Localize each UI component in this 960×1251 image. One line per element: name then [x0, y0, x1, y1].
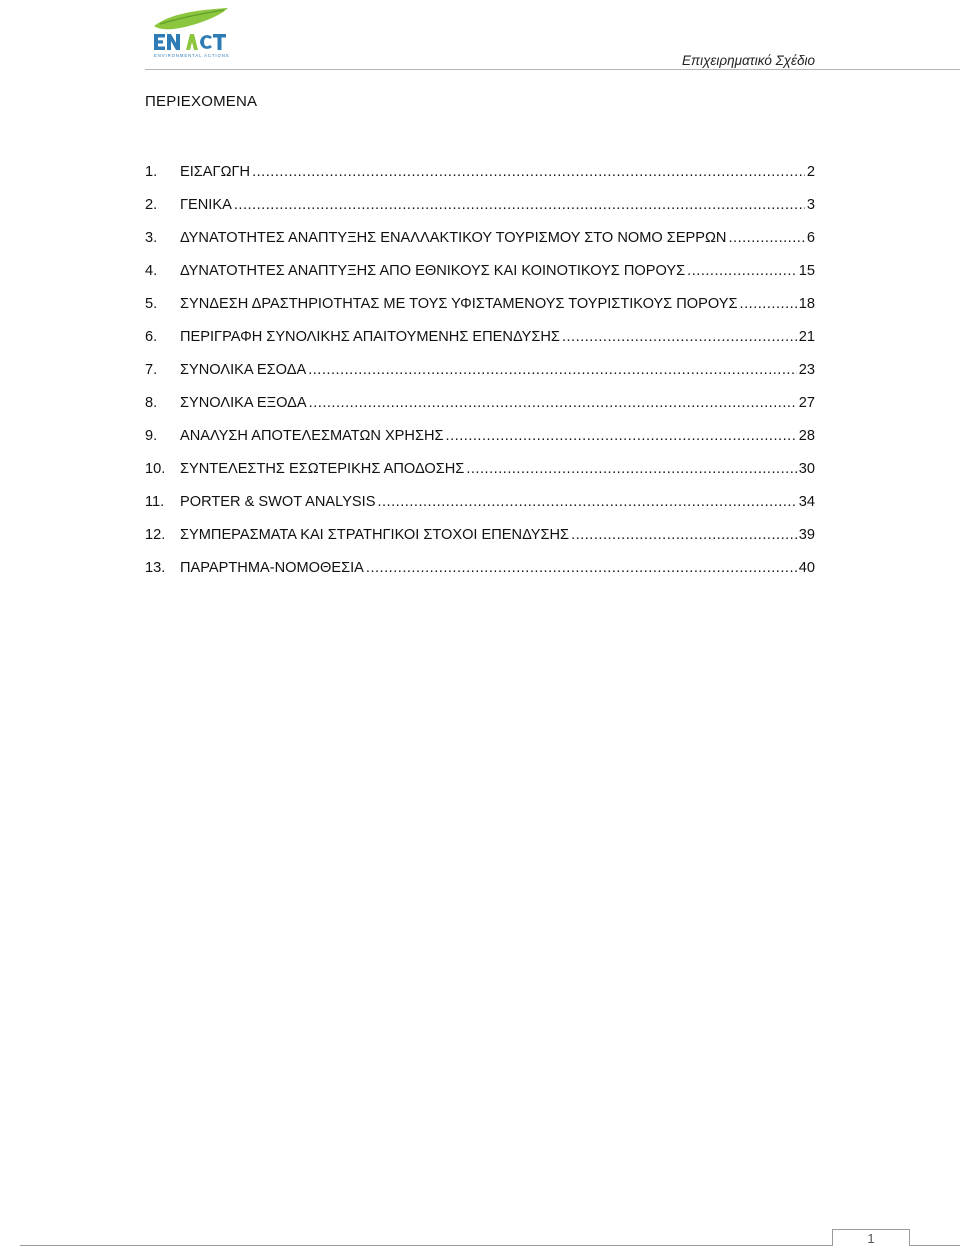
toc-entry-title: ΔΥΝΑΤΟΤΗΤΕΣ ΑΝΑΠΤΥΞΗΣ ΕΝΑΛΛΑΚΤΙΚΟΥ ΤΟΥΡΙΣΜΟΥ ΣΤΟ ΝΟΜΟ ΣΕΡΡΩΝ	[180, 230, 727, 246]
toc-entry-page: 6	[806, 230, 815, 246]
toc-entry-page: 27	[798, 395, 815, 411]
toc-entry[interactable]	[145, 395, 815, 428]
logo-tagline: ENVIRONMENTAL ACTIONS	[154, 53, 230, 58]
toc-entry-page: 28	[798, 428, 815, 444]
toc-entry-number: 5.	[145, 296, 158, 312]
toc-entry-number: 12.	[145, 527, 166, 543]
toc-entry-title: ΠΕΡΙΓΡΑΦΗ ΣΥΝΟΛΙΚΗΣ ΑΠΑΙΤΟΥΜΕΝΗΣ ΕΠΕΝΔΥΣΗΣ	[180, 329, 560, 345]
toc-entry-title: ΣΥΝΤΕΛΕΣΤΗΣ ΕΣΩΤΕΡΙΚΗΣ ΑΠΟΔΟΣΗΣ	[180, 461, 465, 477]
toc-entry-number: 9.	[145, 428, 158, 444]
toc-entry-page: 30	[798, 461, 815, 477]
toc-entry-number: 7.	[145, 362, 158, 378]
toc-entry-page: 15	[798, 263, 815, 279]
footer-divider	[20, 1245, 960, 1246]
toc-dot-leader	[687, 263, 797, 279]
toc-entry-number: 1.	[145, 164, 158, 180]
toc-dot-leader	[377, 494, 796, 510]
toc-dot-leader	[466, 461, 796, 477]
toc-dot-leader	[234, 197, 805, 213]
toc-entry[interactable]	[145, 362, 815, 395]
toc-entry[interactable]	[145, 428, 815, 461]
toc-entry-page: 39	[798, 527, 815, 543]
toc-entry[interactable]	[145, 296, 815, 329]
toc-entry[interactable]	[145, 164, 815, 197]
toc-entry-title: ΔΥΝΑΤΟΤΗΤΕΣ ΑΝΑΠΤΥΞΗΣ ΑΠΟ ΕΘΝΙΚΟΥΣ ΚΑΙ ΚΟΙΝΟΤΙΚΟΥΣ ΠΟΡΟΥΣ	[180, 263, 686, 279]
toc-dot-leader	[571, 527, 797, 543]
logo-letters	[154, 34, 226, 50]
toc-entry[interactable]	[145, 527, 815, 560]
toc-entry-title: PORTER & SWOT ANALYSIS	[180, 494, 376, 510]
enact-logo-graphic	[150, 4, 232, 60]
toc-entry-page: 40	[798, 560, 815, 576]
toc-entry-page: 23	[798, 362, 815, 378]
page-number: 1	[832, 1229, 910, 1246]
toc-entry-number: 10.	[145, 461, 166, 477]
toc-dot-leader	[562, 329, 797, 345]
toc-entry-title: ΕΙΣΑΓΩΓΗ	[180, 164, 251, 180]
toc-entry-number: 6.	[145, 329, 158, 345]
toc-entry-title: ΓΕΝΙΚΑ	[180, 197, 232, 213]
toc-entry[interactable]	[145, 494, 815, 527]
toc-entry-number: 13.	[145, 560, 166, 576]
toc-entry[interactable]	[145, 461, 815, 494]
toc-dot-leader	[728, 230, 804, 246]
toc-entry-title: ΣΥΝΟΛΙΚΑ ΕΣΟΔΑ	[180, 362, 307, 378]
toc-entry-title: ΑΝΑΛΥΣΗ ΑΠΟΤΕΛΕΣΜΑΤΩΝ ΧΡΗΣΗΣ	[180, 428, 444, 444]
toc-entry-number: 2.	[145, 197, 158, 213]
toc-entry-number: 3.	[145, 230, 158, 246]
toc-entry-page: 21	[798, 329, 815, 345]
toc-entry[interactable]	[145, 560, 815, 593]
toc-entry-title: ΣΥΜΠΕΡΑΣΜΑΤΑ ΚΑΙ ΣΤΡΑΤΗΓΙΚΟΙ ΣΤΟΧΟΙ ΕΠΕΝΔΥΣΗΣ	[180, 527, 570, 543]
toc-entry[interactable]	[145, 263, 815, 296]
toc-heading: ΠΕΡΙΕΧΟΜΕΝΑ	[145, 93, 258, 110]
toc-dot-leader	[446, 428, 797, 444]
toc-entry-page: 34	[798, 494, 815, 510]
toc-entry-title: ΠΑΡΑΡΤΗΜΑ-ΝΟΜΟΘΕΣΙΑ	[180, 560, 364, 576]
header-divider	[145, 69, 960, 70]
toc-entry-number: 4.	[145, 263, 158, 279]
toc-dot-leader	[252, 164, 805, 180]
toc-entry-number: 11.	[145, 494, 165, 510]
toc-entry-title: ΣΥΝΟΛΙΚΑ ΕΞΟΔΑ	[180, 395, 307, 411]
table-of-contents	[145, 164, 815, 593]
toc-dot-leader	[309, 395, 797, 411]
toc-entry-page: 18	[798, 296, 815, 312]
toc-entry-title: ΣΥΝΔΕΣΗ ΔΡΑΣΤΗΡΙΟΤΗΤΑΣ ΜΕ ΤΟΥΣ ΥΦΙΣΤΑΜΕΝΟΥΣ ΤΟΥΡΙΣΤΙΚΟΥΣ ΠΟΡΟΥΣ	[180, 296, 738, 312]
toc-entry[interactable]	[145, 230, 815, 263]
toc-dot-leader	[308, 362, 797, 378]
toc-dot-leader	[740, 296, 797, 312]
toc-entry-page: 2	[806, 164, 815, 180]
enact-logo	[150, 4, 232, 60]
toc-entry[interactable]	[145, 329, 815, 362]
toc-entry-number: 8.	[145, 395, 158, 411]
toc-dot-leader	[366, 560, 797, 576]
toc-entry[interactable]	[145, 197, 815, 230]
toc-entry-page: 3	[806, 197, 815, 213]
document-title: Επιχειρηματικό Σχέδιο	[682, 53, 815, 68]
